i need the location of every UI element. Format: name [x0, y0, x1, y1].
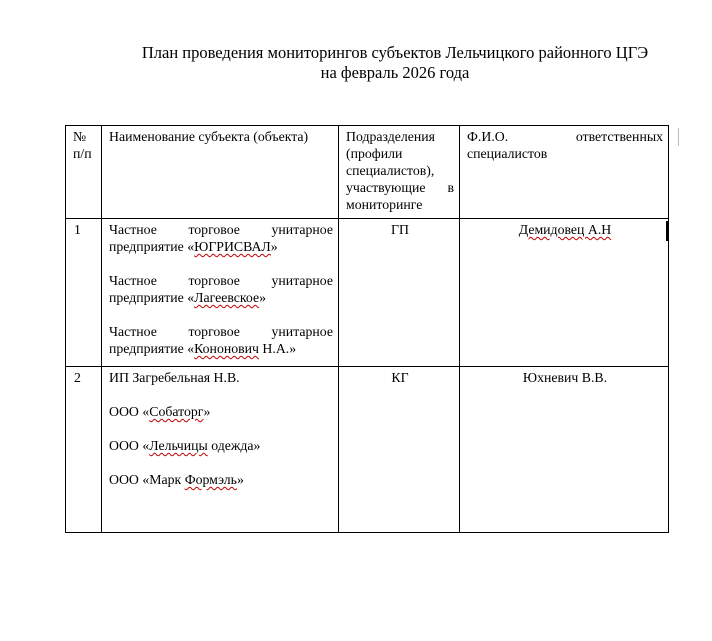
table-row: [66, 219, 669, 367]
table-header-row: [66, 126, 669, 219]
row-subjects: [102, 219, 339, 367]
subject-entry-name: Собаторг: [149, 404, 204, 419]
subject-entry: Частное торговое унитарное предприятие «ЮГРИСВАЛ»: [109, 222, 333, 254]
table-row: [66, 367, 669, 533]
row-num: 1: [66, 219, 102, 367]
subject-entry-name: Формэль: [184, 472, 237, 487]
subject-entry: ООО «Собаторг»: [109, 404, 211, 419]
subject-entry: ООО «Марк Формэль»: [109, 472, 244, 487]
subject-entry: Частное торговое унитарное предприятие «Лагеевское»: [109, 273, 333, 305]
row-staff: Юхневич В.В.: [460, 367, 669, 533]
subject-entry-name: Лагеевское: [194, 290, 260, 305]
title-line-2: на февраль 2026 года: [320, 63, 470, 82]
ruler-marker: [678, 128, 679, 146]
header-num: № п/п: [66, 126, 102, 219]
row-staff: Демидовец А.Н: [460, 219, 669, 367]
document-title: [60, 43, 712, 83]
row-dept: КГ: [339, 367, 460, 533]
row-num: 2: [66, 367, 102, 533]
header-dept: Подразделения (профили специалистов), участвующие в мониторинге: [339, 126, 460, 219]
monitoring-table: [65, 125, 669, 533]
subject-entry: ИП Загребельная Н.В.: [109, 370, 240, 385]
subject-entry-name: Лельчицы: [149, 438, 208, 453]
row-dept: ГП: [339, 219, 460, 367]
row-subjects: [102, 367, 339, 533]
subject-entry: ООО «Лельчицы одежда»: [109, 438, 261, 453]
subject-entry: Частное торговое унитарное предприятие «Кононович Н.А.»: [109, 324, 333, 356]
title-line-1: План проведения мониторингов субъектов Лельчицкого районного ЦГЭ: [141, 43, 649, 62]
subject-entry-name: ЮГРИСВАЛ: [194, 239, 271, 254]
header-staff: Ф.И.О. ответственных специалистов: [460, 126, 669, 219]
header-subject: Наименование субъекта (объекта): [102, 126, 339, 219]
subject-entry-name: Кононович: [194, 341, 259, 356]
